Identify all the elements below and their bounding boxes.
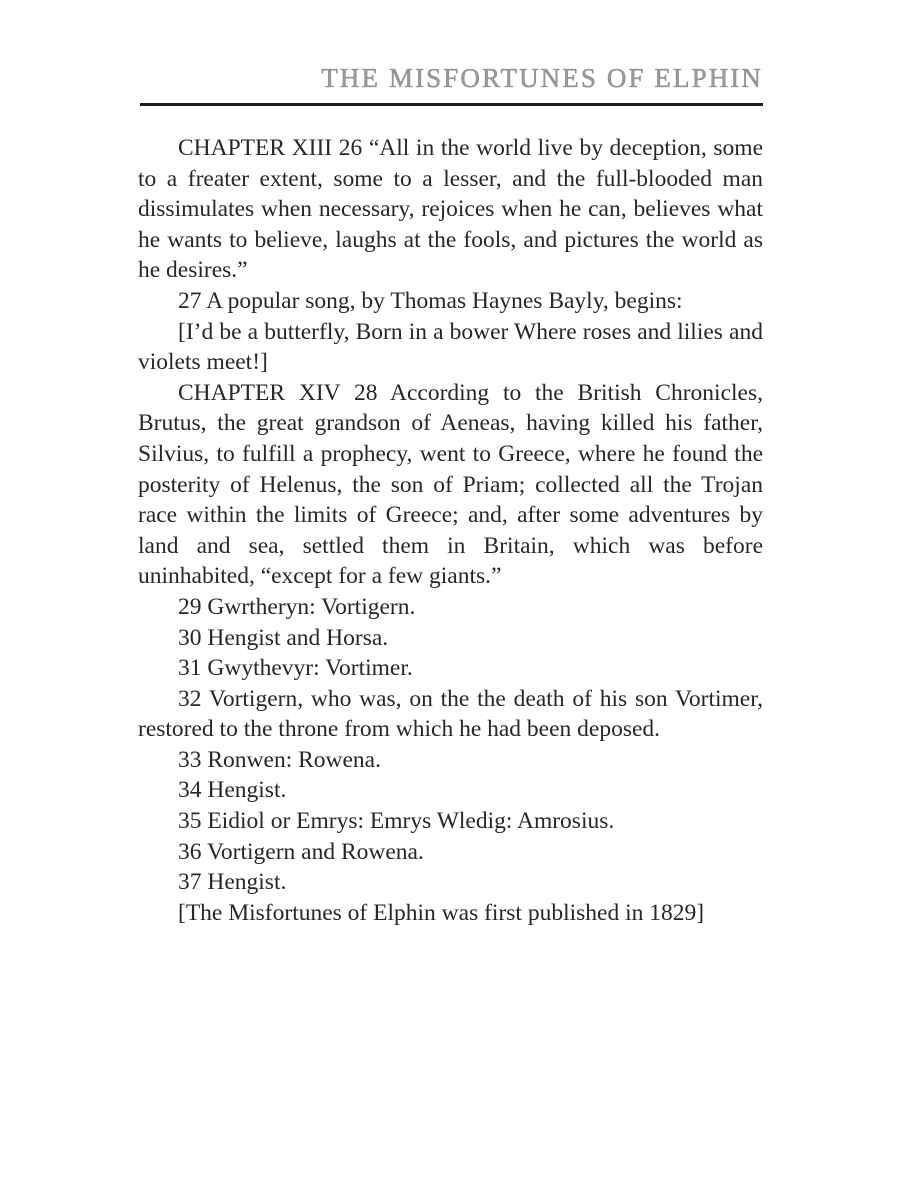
text-paragraph: 35 Eidiol or Emrys: Emrys Wledig: Amrosius. xyxy=(178,808,615,835)
text-paragraph: 33 Ronwen: Rowena. xyxy=(178,746,381,773)
text-paragraph: 36 Vortigern and Rowena. xyxy=(178,838,424,865)
text-paragraph: 34 Hengist. xyxy=(178,777,287,804)
text-paragraph: 32 Vortigern, who was, on the the death of his son Vortimer, restored to the throne from which he had been deposed. xyxy=(138,685,763,743)
text-paragraph: 27 A popular song, by Thomas Haynes Bayly, begins: xyxy=(178,287,683,314)
running-head: THE MISFORTUNES OF ELPHIN xyxy=(321,63,763,93)
text-paragraph: CHAPTER XIV 28 According to the British Chronicles, Brutus, the great grandson of Aeneas, having killed his father, Silvius, to fulfill a prophecy, went to Greece, where he found the posterity of Helenus, the son of Priam; collected all the Trojan race within the limits of Greece; and, after some adventures by land and sea, settled them in Britain, which was before uninhabited, “except for a few giants.” xyxy=(138,379,763,590)
text-paragraph: 30 Hengist and Horsa. xyxy=(178,624,389,651)
text-paragraph: 31 Gwythevyr: Vortimer. xyxy=(178,655,413,682)
header-rule xyxy=(140,103,763,106)
text-paragraph: CHAPTER XIII 26 “All in the world live by deception, some to a freater extent, some to a lesser, and the full-blooded man dissimulates when necessary, rejoices when he can, believes what he wants to believe, laughs at the fools, and pictures the world as he desires.” xyxy=(138,135,763,284)
text-paragraph: 37 Hengist. xyxy=(178,869,287,896)
text-paragraph: 29 Gwrtheryn: Vortigern. xyxy=(178,593,416,620)
text-paragraph: [I’d be a butterfly, Born in a bower Where roses and lilies and violets meet!] xyxy=(138,318,763,376)
text-paragraph: [The Misfortunes of Elphin was first published in 1829] xyxy=(178,899,705,926)
body-text-block xyxy=(138,133,763,928)
